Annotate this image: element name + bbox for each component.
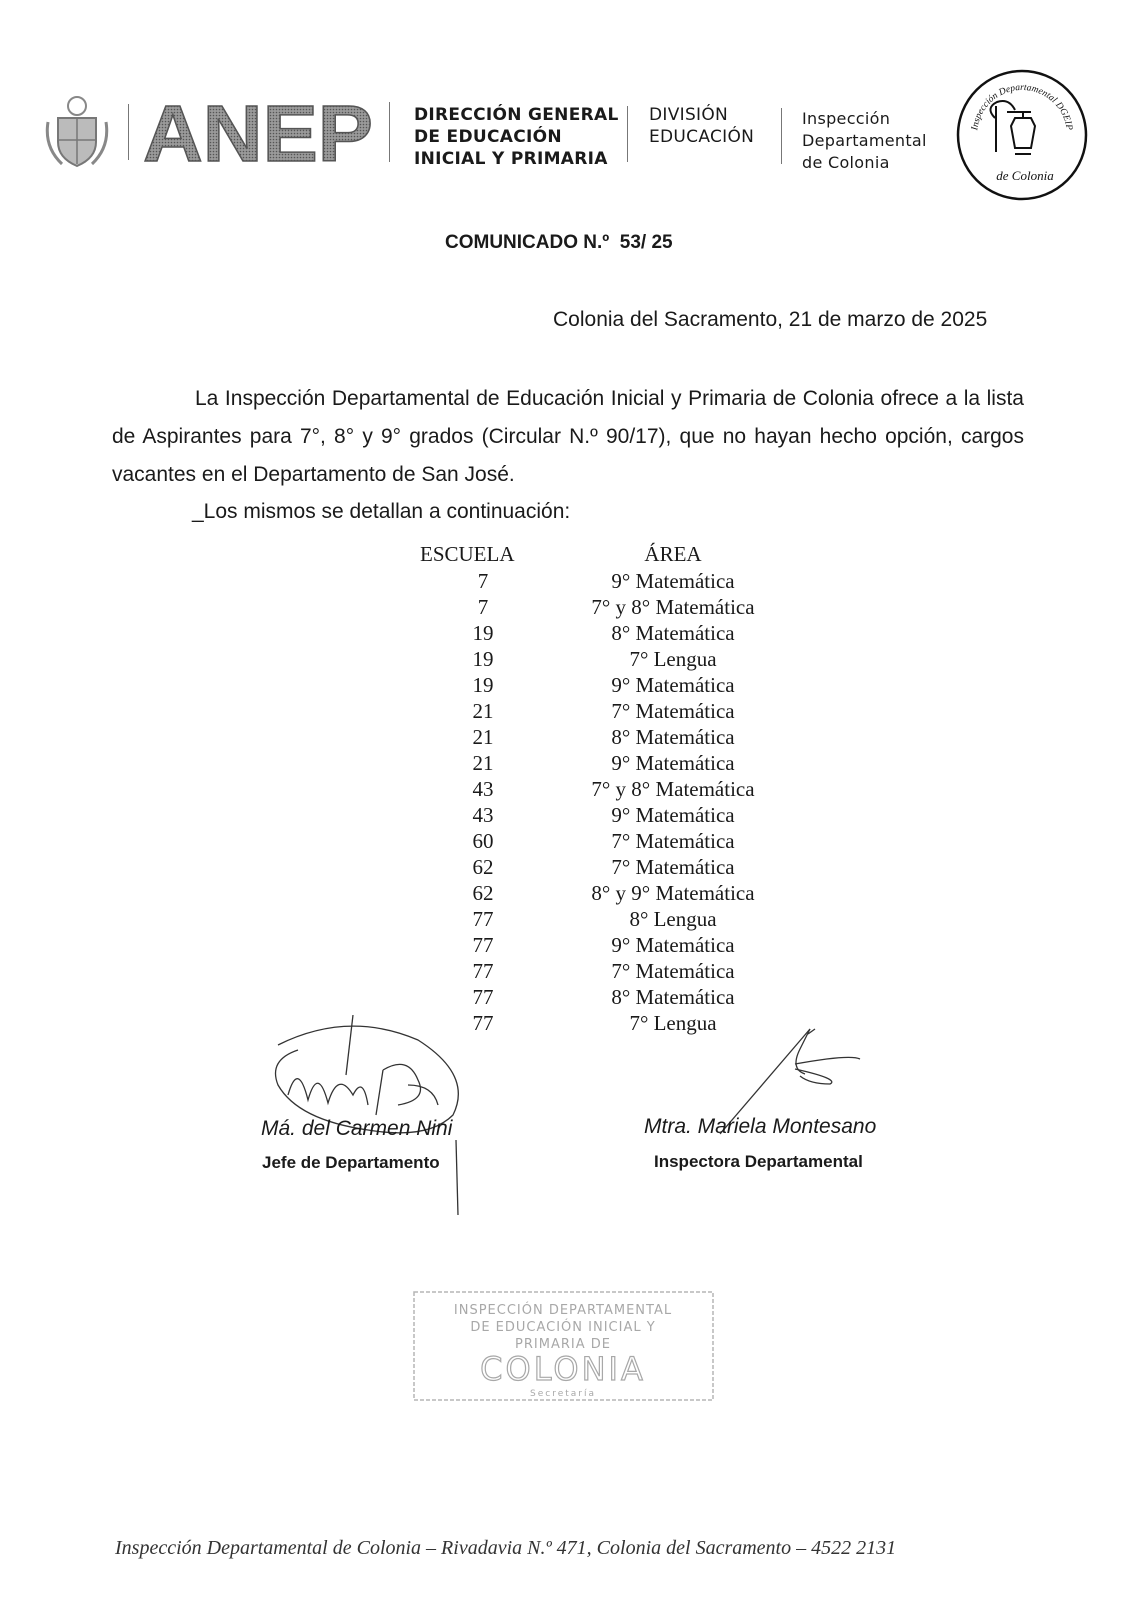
detail-intro: _Los mismos se detallan a continuación: xyxy=(192,500,571,523)
left-signatory-name: Má. del Carmen Nini xyxy=(261,1117,453,1140)
left-signature-scrawl xyxy=(258,1015,488,1215)
area-cell: 9° Matemática xyxy=(611,568,735,593)
school-number-cell: 77 xyxy=(472,932,494,957)
office-stamp xyxy=(412,1290,715,1402)
table-row xyxy=(420,672,800,698)
table-row xyxy=(420,802,800,828)
school-number-cell: 62 xyxy=(472,880,494,905)
area-cell: 8° Matemática xyxy=(611,724,735,749)
school-number-cell: 43 xyxy=(472,776,494,801)
area-cell: 7° Matemática xyxy=(611,828,735,853)
area-cell: 7° Lengua xyxy=(629,1010,717,1035)
school-number-cell: 21 xyxy=(472,750,494,775)
school-number-cell: 77 xyxy=(472,906,494,931)
school-number-cell: 21 xyxy=(472,698,494,723)
table-row xyxy=(420,958,800,984)
school-number-cell: 7 xyxy=(477,568,489,593)
inspection-seal xyxy=(955,68,1089,202)
divider xyxy=(389,102,390,162)
table-row xyxy=(420,776,800,802)
school-number-cell: 77 xyxy=(472,958,494,983)
division-heading xyxy=(649,104,754,148)
school-number-cell: 19 xyxy=(472,672,494,697)
inspection-line: de Colonia xyxy=(802,153,890,172)
table-row xyxy=(420,828,800,854)
inspection-line: Departamental xyxy=(802,131,927,150)
body-paragraph: La Inspección Departamental de Educación Inicial y Primaria de Colonia ofrece a la lista de Aspirantes para 7°, 8° y 9° grados (Circular N.º 90/17), que no hayan hecho opción, cargos vacantes en el Departamento de San José. xyxy=(112,387,1024,486)
school-number-cell: 60 xyxy=(472,828,494,853)
column-header-escuela: ESCUELA xyxy=(420,541,515,566)
stamp-small-text: Secretaría xyxy=(530,1389,596,1399)
stamp-line: DE EDUCACIÓN INICIAL Y xyxy=(470,1320,656,1335)
school-number-cell: 7 xyxy=(477,594,489,619)
table-row xyxy=(420,880,800,906)
stamp-big-text: COLONIA xyxy=(480,1350,646,1388)
svg-text:Inspección Departamental DGEIP xyxy=(970,83,1074,132)
area-cell: 8° Lengua xyxy=(629,906,717,931)
table-row xyxy=(420,750,800,776)
divider xyxy=(128,104,129,160)
communique-title: COMUNICADO N.º 53/ 25 xyxy=(445,232,673,253)
school-number-cell: 21 xyxy=(472,724,494,749)
table-row xyxy=(420,646,800,672)
footer-address: Inspección Departamental de Colonia – Rivadavia N.º 471, Colonia del Sacramento – 4522 2131 xyxy=(115,1537,897,1559)
vacancy-table xyxy=(420,540,800,1036)
right-signatory-name: Mtra. Mariela Montesano xyxy=(644,1115,877,1138)
dgeip-line: DIRECCIÓN GENERAL xyxy=(414,105,619,125)
divider xyxy=(781,108,782,164)
area-cell: 9° Matemática xyxy=(611,932,735,957)
division-line: EDUCACIÓN xyxy=(649,127,755,147)
table-row xyxy=(420,568,800,594)
lantern-icon xyxy=(990,101,1035,154)
area-cell: 8° Matemática xyxy=(611,620,735,645)
dgeip-line: INICIAL Y PRIMARIA xyxy=(414,149,608,169)
anep-logo xyxy=(143,99,375,167)
stamp-line: PRIMARIA DE xyxy=(515,1337,611,1352)
table-row xyxy=(420,594,800,620)
area-cell: 7° Lengua xyxy=(629,646,717,671)
school-number-cell: 77 xyxy=(472,984,494,1009)
dgeip-heading xyxy=(414,104,619,170)
coat-of-arms-icon xyxy=(44,92,110,172)
table-row xyxy=(420,906,800,932)
table-row xyxy=(420,984,800,1010)
table-row xyxy=(420,932,800,958)
division-line: DIVISIÓN xyxy=(649,105,729,125)
column-header-area: ÁREA xyxy=(644,541,702,566)
school-number-cell: 43 xyxy=(472,802,494,827)
table-row xyxy=(420,724,800,750)
seal-bottom-text: de Colonia xyxy=(996,168,1054,183)
dgeip-line: DE EDUCACIÓN xyxy=(414,127,562,147)
school-number-cell: 19 xyxy=(472,646,494,671)
area-cell: 8° Matemática xyxy=(611,984,735,1009)
place-date: Colonia del Sacramento, 21 de marzo de 2025 xyxy=(553,308,988,331)
area-cell: 9° Matemática xyxy=(611,672,735,697)
area-cell: 9° Matemática xyxy=(611,802,735,827)
area-cell: 7° y 8° Matemática xyxy=(591,594,755,619)
area-cell: 8° y 9° Matemática xyxy=(591,880,755,905)
school-number-cell: 77 xyxy=(472,1010,494,1035)
table-header-row xyxy=(420,540,800,568)
table-row xyxy=(420,620,800,646)
stamp-line: INSPECCIÓN DEPARTAMENTAL xyxy=(453,1303,673,1318)
inspection-heading xyxy=(802,108,927,174)
area-cell: 7° Matemática xyxy=(611,698,735,723)
divider xyxy=(627,106,628,162)
school-number-cell: 19 xyxy=(472,620,494,645)
seal-arc-text: Inspección Departamental DGEIP xyxy=(970,82,1074,131)
area-cell: 9° Matemática xyxy=(611,750,735,775)
school-number-cell: 62 xyxy=(472,854,494,879)
right-signatory-role: Inspectora Departamental xyxy=(654,1152,863,1171)
table-row xyxy=(420,698,800,724)
left-signatory-role: Jefe de Departamento xyxy=(262,1153,440,1172)
table-row xyxy=(420,854,800,880)
area-cell: 7° Matemática xyxy=(611,854,735,879)
area-cell: 7° Matemática xyxy=(611,958,735,983)
area-cell: 7° y 8° Matemática xyxy=(591,776,755,801)
anep-logo-text: ANEP xyxy=(143,99,373,167)
inspection-line: Inspección xyxy=(802,109,891,128)
